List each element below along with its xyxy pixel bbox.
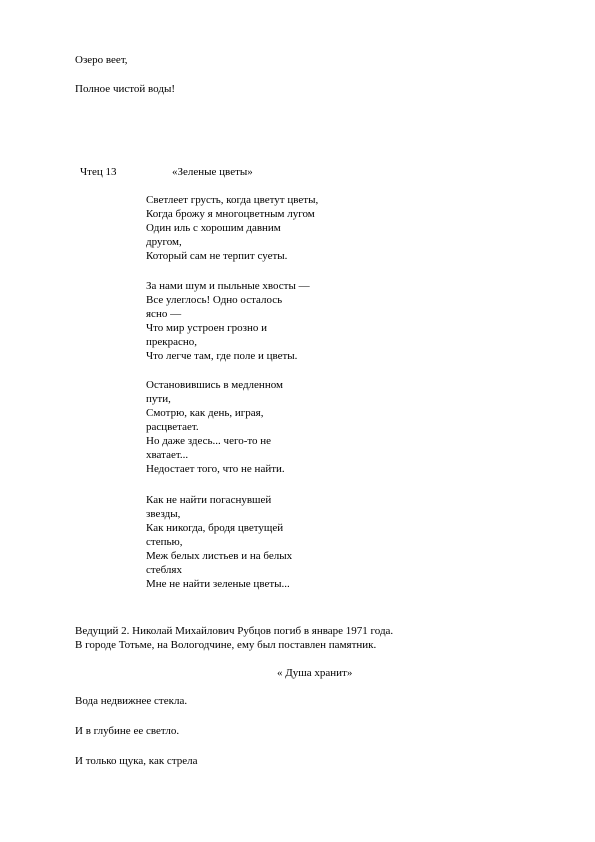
poem2-line: Вода недвижнее стекла. xyxy=(75,695,188,707)
poem-line: прекрасно, xyxy=(146,336,198,348)
poem-line: Как не найти погаснувшей xyxy=(146,494,272,506)
poem-line: За нами шум и пыльные хвосты — xyxy=(146,280,310,292)
poem-line: Светлеет грусть, когда цветут цветы, xyxy=(146,194,319,206)
poem-line: расцветает. xyxy=(146,421,199,433)
intro-line-1: Озеро веет, xyxy=(75,54,128,66)
reader-label: Чтец 13 xyxy=(80,166,117,178)
poem-line: Как никогда, бродя цветущей xyxy=(146,522,284,534)
poem2-title: « Душа хранит» xyxy=(277,667,353,679)
poem-line: Что легче там, где поле и цветы. xyxy=(146,350,298,362)
poem-title: «Зеленые цветы» xyxy=(172,166,253,178)
poem-line: пути, xyxy=(146,393,171,405)
host-line-1: Ведущий 2. Николай Михайлович Рубцов погиб в январе 1971 года. xyxy=(75,625,394,637)
poem-line: Недостает того, что не найти. xyxy=(146,463,285,475)
poem-line: другом, xyxy=(146,236,182,248)
poem-line: Меж белых листьев и на белых xyxy=(146,550,293,562)
poem-line: звезды, xyxy=(146,508,181,520)
poem-line: Мне не найти зеленые цветы... xyxy=(146,578,290,590)
poem-line: степью, xyxy=(146,536,183,548)
poem-line: Остановившись в медленном xyxy=(146,379,283,391)
poem-line: Но даже здесь... чего-то не xyxy=(146,435,272,447)
poem-line: хватает... xyxy=(146,449,189,461)
poem2-line: И в глубине ее светло. xyxy=(75,725,180,737)
poem-line: Один иль с хорошим давним xyxy=(146,222,281,234)
poem-line: Смотрю, как день, играя, xyxy=(146,407,264,419)
poem-line: ясно — xyxy=(146,308,182,320)
host-line-2: В городе Тотьме, на Вологодчине, ему был поставлен памятник. xyxy=(75,639,377,651)
poem-line: Что мир устроен грозно и xyxy=(146,322,268,334)
poem-line: Который сам не терпит суеты. xyxy=(146,250,288,262)
poem2-line: И только щука, как стрела xyxy=(75,755,198,767)
intro-line-2: Полное чистой воды! xyxy=(75,83,175,95)
poem-line: Все улеглось! Одно осталось xyxy=(146,294,283,306)
poem-line: стеблях xyxy=(146,564,182,576)
poem-line: Когда брожу я многоцветным лугом xyxy=(146,208,315,220)
